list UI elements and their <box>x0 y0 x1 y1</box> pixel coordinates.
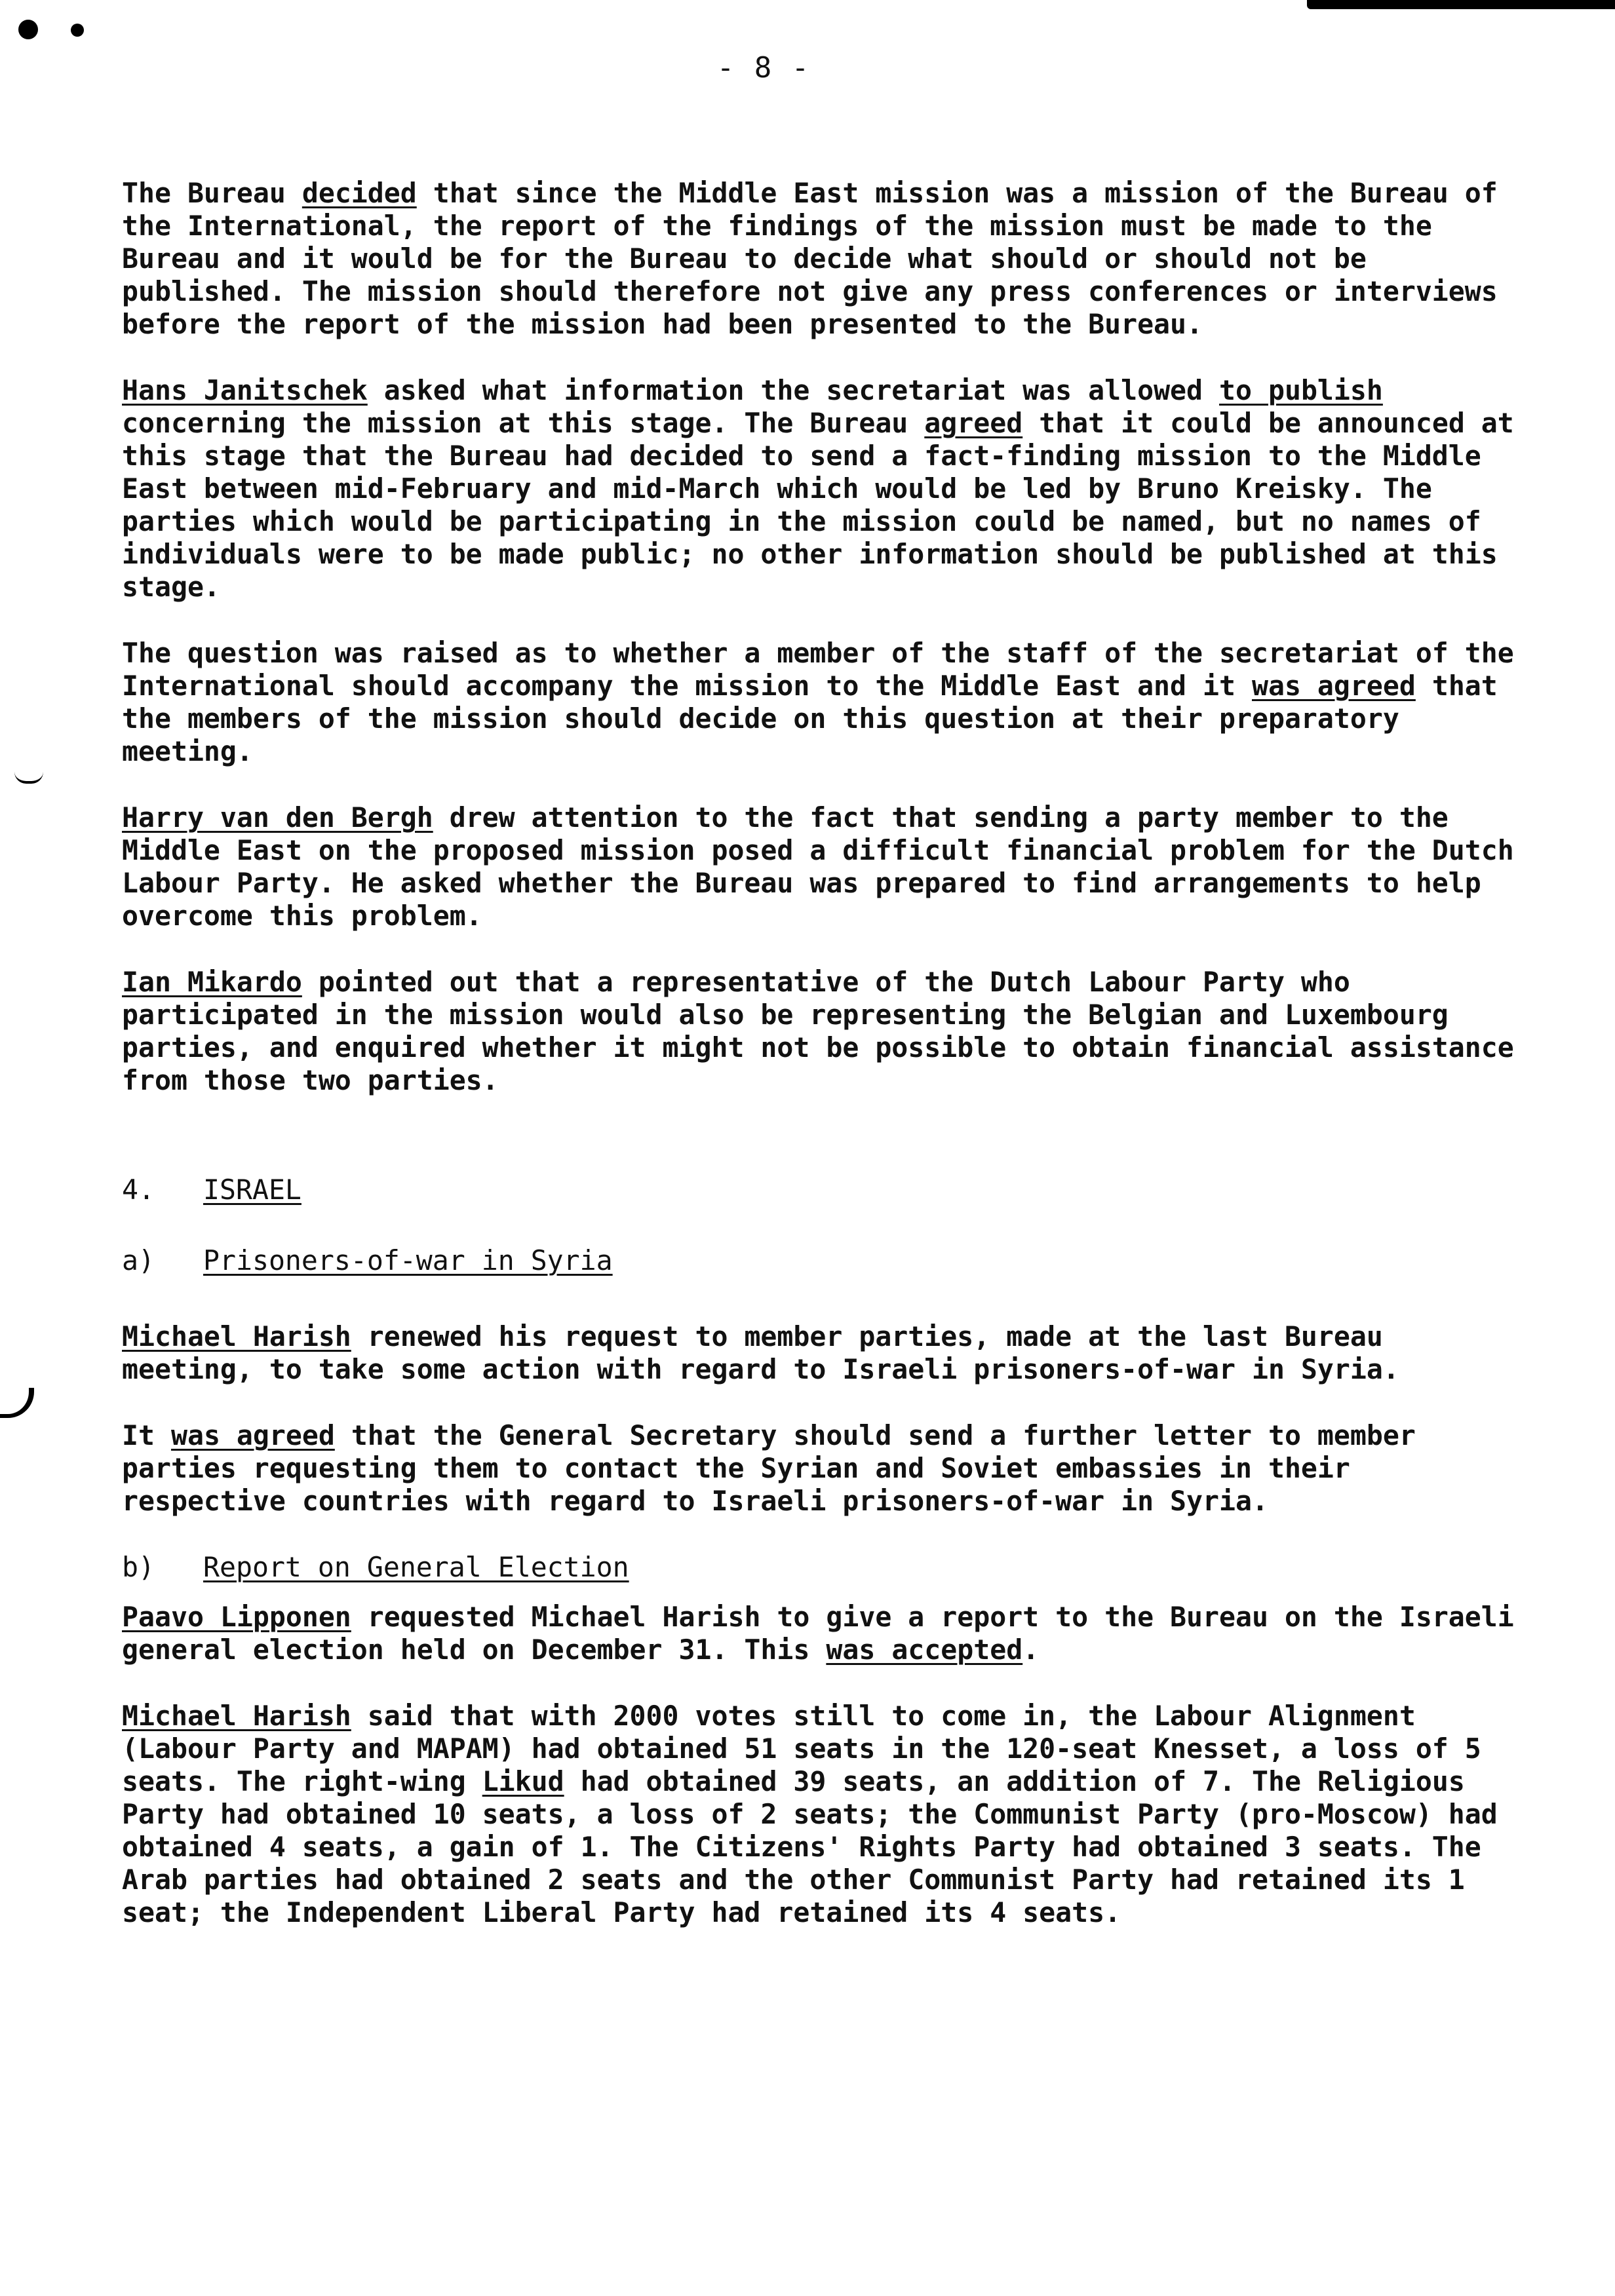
underlined-text: decided <box>302 177 417 209</box>
section-gap <box>122 1130 1518 1174</box>
underlined-text: Ian Mikardo <box>122 966 302 998</box>
text-run: The question was raised as to whether a member of the staff of the secretariat of the International should accompany the mission to the Middle East and it <box>122 637 1514 702</box>
document-body <box>122 177 1518 1962</box>
page-number: - 8 - <box>716 51 811 85</box>
underlined-text: Likud <box>482 1765 564 1797</box>
underlined-text: was agreed <box>1251 670 1416 702</box>
section-title: ISRAEL <box>203 1174 302 1206</box>
paragraph <box>122 177 1518 341</box>
text-run: that the General Secretary should send a further letter to member parties requesting them to contact the Syrian and Soviet embassies in their respective countries with regard to Israeli prisoners-of-war in Syria. <box>122 1419 1416 1517</box>
text-run: that the members of the mission should decide on this question at their preparatory meeting. <box>122 670 1498 767</box>
paragraph <box>122 1700 1518 1929</box>
subsection-title: Report on General Election <box>203 1551 629 1583</box>
text-run: that since the Middle East mission was a mission of the Bureau of the International, the report of the findings of the mission must be made to the Bureau and it would be for the Bureau to decide what should or should not be published. The mission should therefore not give any press conferences or interviews before the report of the mission had been presented to the Bureau. <box>122 177 1498 340</box>
text-run: . <box>1022 1634 1040 1666</box>
text-run: renewed his request to member parties, made at the last Bureau meeting, to take some action with regard to Israeli prisoners-of-war in Syria. <box>122 1320 1399 1385</box>
paragraph <box>122 1419 1518 1518</box>
text-run: requested Michael Harish to give a report to the Bureau on the Israeli general election held on December 31. This <box>122 1601 1514 1666</box>
text-run: that it could be announced at this stage that the Bureau had decided to send a fact-finding mission to the Middle East between mid-February and mid-March which would be led by Bruno Kreisky. The parties which would be participating in the mission could be named, but no names of individuals were to be made public; no other information should be published at this stage. <box>122 407 1514 603</box>
margin-mark <box>14 772 43 784</box>
scan-edge-mark <box>1307 0 1615 9</box>
underlined-text: Michael Harish <box>122 1700 351 1732</box>
text-run: pointed out that a representative of the Dutch Labour Party who participated in the mission would also be representing the Belgian and Luxembourg parties, and enquired whether it might not be possible to obtain financial assistance from those two parties. <box>122 966 1514 1096</box>
text-run: asked what information the secretariat was allowed <box>367 374 1220 406</box>
paragraph <box>122 801 1518 932</box>
punch-hole-mark <box>18 20 38 39</box>
underlined-text: Michael Harish <box>122 1320 351 1352</box>
paragraph <box>122 1320 1518 1386</box>
underlined-text: agreed <box>924 407 1023 439</box>
underlined-text: Hans Janitschek <box>122 374 368 406</box>
paragraph <box>122 966 1518 1097</box>
paragraph <box>122 374 1518 603</box>
subsection-heading <box>122 1244 1518 1277</box>
subsection-label: b) <box>122 1551 155 1583</box>
margin-mark <box>0 1388 34 1418</box>
text-run: had obtained 39 seats, an addition of 7. The Religious Party had obtained 10 seats, a loss of 2 seats; the Communist Party (pro-Moscow) had obtained 4 seats, a gain of 1. The Citizens' Rights Party had obtained 3 seats. The Arab parties had obtained 2 seats and the other Communist Party had retained its 1 seat; the Independent Liberal Party had retained its 4 seats. <box>122 1765 1498 1928</box>
text-run: concerning the mission at this stage. The Bureau <box>122 407 925 439</box>
text-run: drew attention to the fact that sending a party member to the Middle East on the proposed mission posed a difficult financial problem for the Dutch Labour Party. He asked whether the Bureau was prepared to find arrangements to help overcome this problem. <box>122 801 1514 932</box>
section-number: 4. <box>122 1174 155 1206</box>
subsection-title: Prisoners-of-war in Syria <box>203 1244 613 1276</box>
underlined-text: was accepted <box>826 1634 1023 1666</box>
underlined-text: was agreed <box>170 1419 335 1451</box>
paragraph <box>122 637 1518 768</box>
subsection-heading <box>122 1551 1518 1584</box>
paragraph <box>122 1601 1518 1666</box>
text-run: The Bureau <box>122 177 302 209</box>
underlined-text: to publish <box>1219 374 1383 406</box>
underlined-text: Harry van den Bergh <box>122 801 433 833</box>
punch-hole-mark <box>71 24 84 37</box>
subsection-label: a) <box>122 1244 155 1276</box>
text-run: It <box>122 1419 171 1451</box>
section-heading <box>122 1174 1518 1206</box>
text-run: said that with 2000 votes still to come in, the Labour Alignment (Labour Party and MAPAM) had obtained 51 seats in the 120-seat Knesset, a loss of 5 seats. The right-wing <box>122 1700 1481 1797</box>
underlined-text: Paavo Lipponen <box>122 1601 351 1633</box>
